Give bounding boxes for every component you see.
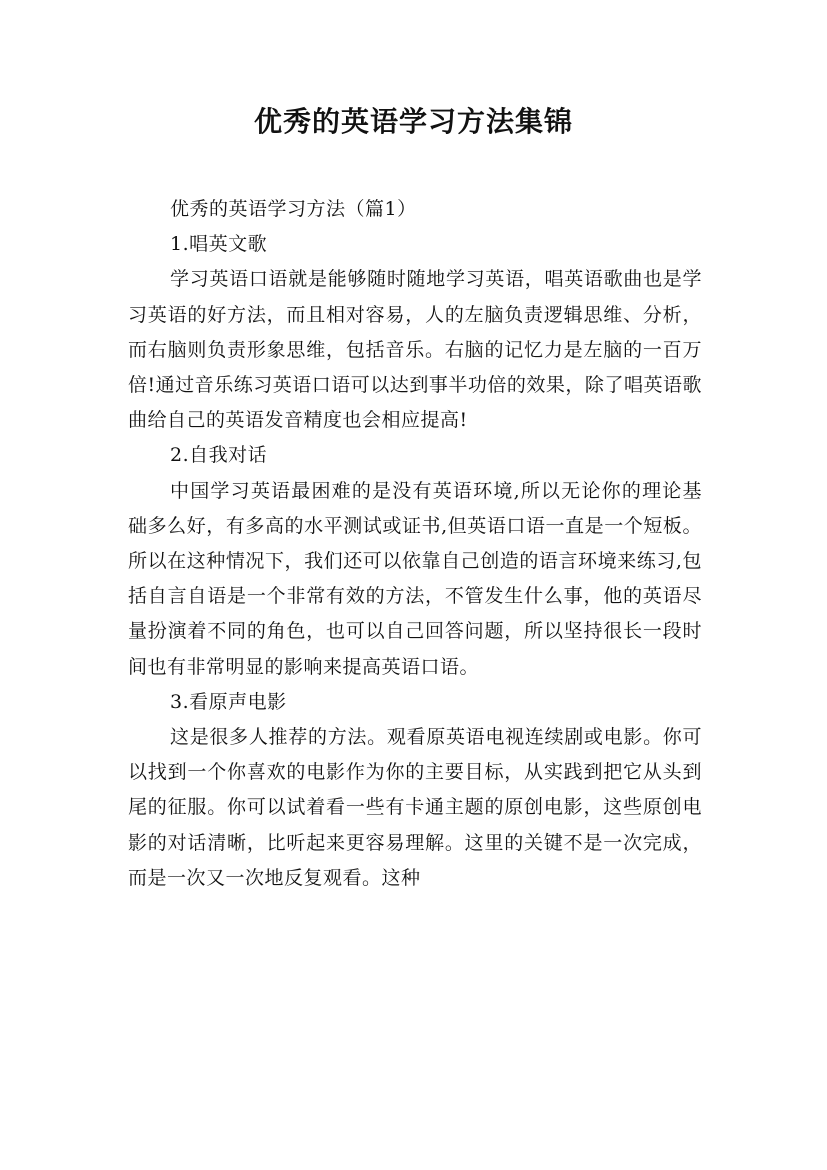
body-paragraph: 学习英语口语就是能够随时随地学习英语，唱英语歌曲也是学习英语的好方法，而且相对容易，人的左脑负责逻辑思维、分析，而右脑则负责形象思维，包括音乐。右脑的记忆力是左脑的一百万倍!通过音乐练习英语口语可以达到事半功倍的效果，除了唱英语歌曲给自己的英语发音精度也会相应提高! — [128, 268, 702, 432]
body-paragraph: 中国学习英语最困难的是没有英语环境,所以无论你的理论基础多么好，有多高的水平测试或证书,但英语口语一直是一个短板。所以在这种情况下，我们还可以依靠自己创造的语言环境来练习,包括自言自语是一个非常有效的方法，不管发生什么事，他的英语尽量扮演着不同的角色，也可以自己回答问题，所以坚持很长一段时间也有非常明显的影响来提高英语口语。 — [128, 479, 702, 678]
subheading-self-dialogue: 2.自我对话 — [170, 444, 268, 467]
document-body — [128, 192, 702, 896]
document-title: 优秀的英语学习方法集锦 — [253, 105, 573, 138]
body-paragraph: 这是很多人推荐的方法。观看原英语电视连续剧或电影。你可以找到一个你喜欢的电影作为你的主要目标，从实践到把它从头到尾的征服。你可以试着看一些有卡通主题的原创电影，这些原创电影的对话清晰，比听起来更容易理解。这里的关键不是一次完成，而是一次又一次地反复观看。这种 — [128, 726, 702, 889]
subheading-watch-original-films: 3.看原声电影 — [170, 690, 287, 713]
section-heading: 优秀的英语学习方法（篇1） — [170, 198, 417, 220]
subheading-sing-english-songs: 1.唱英文歌 — [170, 233, 268, 256]
